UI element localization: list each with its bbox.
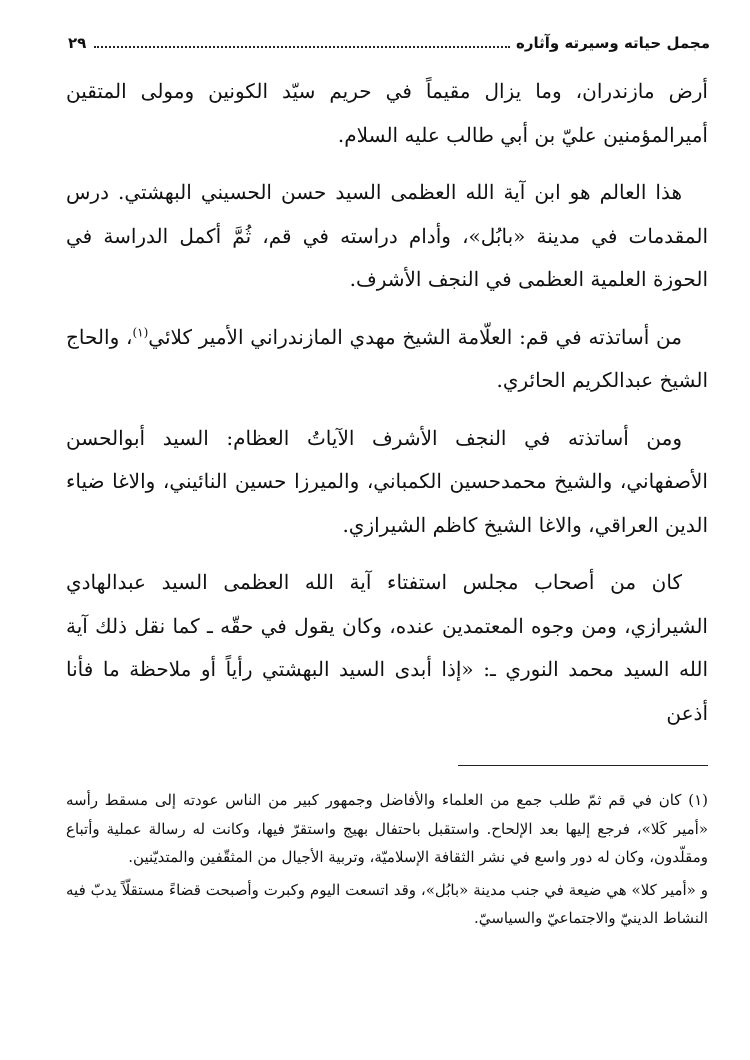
footnotes-section [66,786,708,937]
footnote-1-continuation: و «أمير كلا» هي ضيعة في جنب مدينة «بابُل»، وقد اتسعت اليوم وكبرت وأصبحت قضاءً مستقلّاً يدبّ فيه النشاط الدينيّ والاجتماعيّ والسياسيّ. [66,880,708,927]
paragraph-3 [66,316,708,403]
paragraph-5: كان من أصحاب مجلس استفتاء آية الله العظمى السيد عبدالهادي الشيرازي، ومن وجوه المعتمدين عنده، وكان يقول في حقّه ـ كما نقل ذلك آية الله السيد محمد النوري ـ: «إذا أبدى السيد البهشتي رأياً أو ملاحظة ما فأنا أذعن [66,570,708,725]
footnote-divider [458,765,708,766]
paragraph-3-text-end: ، والحاج الشيخ عبدالكريم الحائري. [66,324,708,392]
running-header [68,30,710,56]
paragraph-1: أرض مازندران، وما يزال مقيماً في حريم سيّد الكونين ومولى المتقين أميرالمؤمنين عليّ بن أبي طالب عليه السلام. [66,79,708,147]
header-dot-leader [94,46,510,48]
page-number: ٢٩ [68,34,87,52]
header-title: مجمل حياته وسيرته وآثاره [516,34,710,52]
paragraph-4: ومن أساتذته في النجف الأشرف الآياتُ العظام: السيد أبوالحسن الأصفهاني، والشيخ محمدحسين الكمباني، والميرزا حسين النائيني، والاغا ضياء الدين العراقي، والاغا الشيخ كاظم الشيرازي. [66,425,708,537]
paragraph-3-text: من أساتذته في قم: العلّامة الشيخ مهدي المازندراني الأمير كلائي [148,324,682,349]
footnote-1: (١) كان في قم ثمّ طلب جمع من العلماء والأفاضل وجمهور كبير من الناس عودته إلى مسقط رأسه «أمير كَلا»، فرجع إليها بعد الإلحاح. واستقبل باحتفال بهيج واستقرّ فيها، وكانت له رسالة عملية وأتباع ومقلّدون، وكان له دور واسع في نشر الثقافة الإسلاميّة، وتربية الأجيال من المثقّفين والمتديّنين. [66,791,708,866]
main-text [66,70,708,749]
paragraph-2: هذا العالم هو ابن آية الله العظمى السيد حسن الحسيني البهشتي. درس المقدمات في مدينة «بابُل»، وأدام دراسته في قم، ثُمَّ أكمل الدراسة في الحوزة العلمية العظمى في النجف الأشرف. [66,180,708,291]
footnote-reference[interactable]: (١) [132,324,149,339]
